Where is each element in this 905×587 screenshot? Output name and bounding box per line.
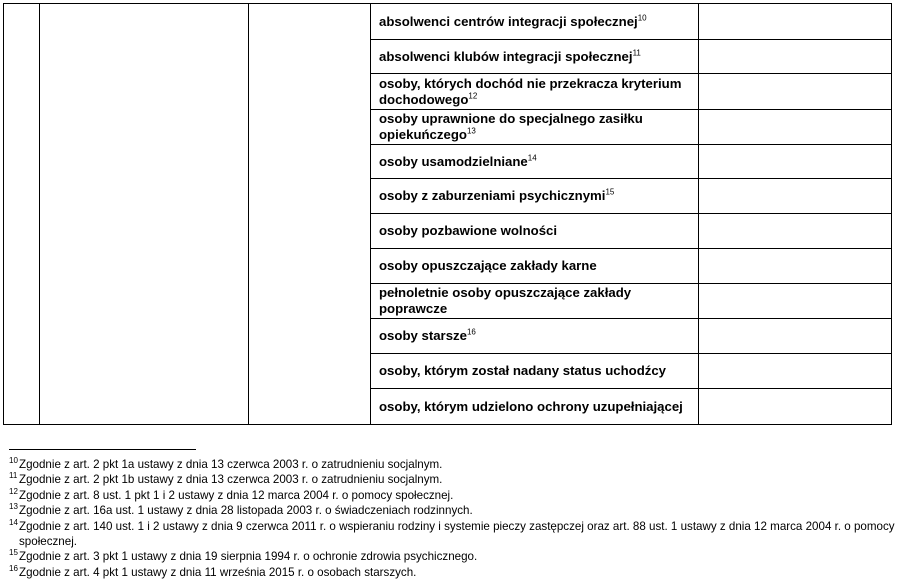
footnote	[9, 472, 897, 487]
footnote-text: Zgodnie z art. 16a ust. 1 ustawy z dnia 28 listopada 2003 r. o świadczeniach rodzinnych.	[19, 504, 473, 518]
table-row	[4, 4, 892, 40]
value-cell[interactable]	[699, 179, 892, 214]
footnote-number: 14	[9, 517, 18, 527]
footnote-number: 12	[9, 486, 18, 496]
value-cell[interactable]	[699, 284, 892, 319]
footnote	[9, 488, 897, 503]
col-3-cell	[249, 4, 371, 425]
group-label-cell	[371, 249, 699, 284]
value-cell[interactable]	[699, 249, 892, 284]
footnote-ref: 16	[466, 327, 476, 337]
group-label-cell	[371, 110, 699, 145]
group-label-cell	[371, 4, 699, 40]
group-label-cell	[371, 74, 699, 110]
group-label: osoby z zaburzeniami psychicznymi	[379, 188, 606, 203]
footnote-number: 11	[9, 471, 18, 481]
footnote-ref: 15	[605, 187, 615, 197]
footnote-number: 10	[9, 456, 18, 465]
value-cell[interactable]	[699, 319, 892, 354]
group-label: osoby uprawnione do specjalnego zasiłku opiekuńczego	[379, 111, 643, 142]
group-label-cell	[371, 354, 699, 389]
group-label: absolwenci centrów integracji społecznej	[379, 13, 638, 29]
footnote-number: 13	[9, 502, 18, 512]
footnote-text: Zgodnie z art. 4 pkt 1 ustawy z dnia 11 września 2015 r. o osobach starszych.	[19, 565, 417, 579]
value-cell[interactable]	[699, 110, 892, 145]
footnote-ref: 10	[637, 13, 647, 23]
footnote-ref: 12	[468, 91, 478, 101]
value-cell[interactable]	[699, 389, 892, 425]
group-label-cell	[371, 214, 699, 249]
footnote-ref: 11	[632, 48, 641, 58]
value-cell[interactable]	[699, 145, 892, 179]
group-label-cell	[371, 179, 699, 214]
footnote-ref: 13	[466, 126, 476, 136]
footnote	[9, 565, 897, 580]
footnote-separator	[9, 449, 196, 450]
footnote-text: Zgodnie z art. 8 ust. 1 pkt 1 i 2 ustawy z dnia 12 marca 2004 r. o pomocy społecznej.	[19, 488, 454, 502]
col-2-cell	[40, 4, 249, 425]
group-label-cell	[371, 389, 699, 425]
group-label: osoby starsze	[379, 328, 467, 343]
footnotes	[9, 457, 897, 580]
group-label-cell	[371, 319, 699, 354]
footnote	[9, 519, 897, 550]
group-label: osoby, którym został nadany status uchodźcy	[379, 363, 667, 378]
group-label: osoby pozbawione wolności	[379, 223, 558, 238]
footnote-text: Zgodnie z art. 140 ust. 1 i 2 ustawy z dnia 9 czerwca 2011 r. o wspieraniu rodziny i systemie pieczy zastępczej oraz art. 88 ust. 1 ustawy z dnia 12 marca 2004 r. o pomocy społecznej.	[19, 519, 895, 549]
group-label: osoby opuszczające zakłady karne	[379, 258, 597, 273]
footnote	[9, 549, 897, 564]
group-label: osoby, których dochód nie przekracza kryterium dochodowego	[379, 75, 682, 107]
value-cell[interactable]	[699, 74, 892, 110]
table-body	[4, 4, 892, 425]
group-label: absolwenci klubów integracji społecznej	[379, 48, 633, 64]
value-cell[interactable]	[699, 214, 892, 249]
footnote-text: Zgodnie z art. 2 pkt 1a ustawy z dnia 13 czerwca 2003 r. o zatrudnieniu socjalnym.	[19, 458, 443, 471]
footnote-text: Zgodnie z art. 3 pkt 1 ustawy z dnia 19 sierpnia 1994 r. o ochronie zdrowia psychicznego.	[19, 550, 478, 564]
footnote-ref: 14	[527, 153, 537, 163]
footnote	[9, 457, 897, 472]
value-cell[interactable]	[699, 40, 892, 74]
group-label-cell	[371, 284, 699, 319]
footnote-text: Zgodnie z art. 2 pkt 1b ustawy z dnia 13 czerwca 2003 r. o zatrudnieniu socjalnym.	[19, 473, 443, 487]
group-label: osoby usamodzielniane	[379, 153, 528, 169]
value-cell[interactable]	[699, 354, 892, 389]
col-1-cell	[4, 4, 40, 425]
footnote-number: 16	[9, 563, 18, 573]
footnote-number: 15	[9, 548, 18, 558]
group-label: pełnoletnie osoby opuszczające zakłady poprawcze	[379, 285, 632, 316]
group-label-cell	[371, 40, 699, 74]
value-cell[interactable]	[699, 4, 892, 40]
group-label-cell	[371, 145, 699, 179]
target-groups-table	[3, 3, 892, 425]
footnote	[9, 503, 897, 518]
group-label: osoby, którym udzielono ochrony uzupełniającej	[379, 398, 683, 414]
